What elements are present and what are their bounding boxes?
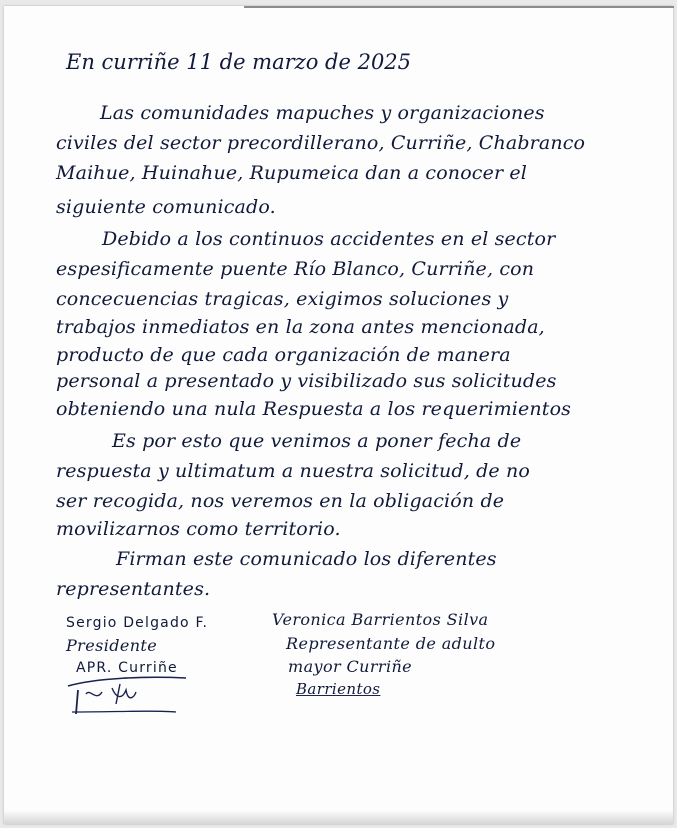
paragraph-3-line-2: respuesta y ultimatum a nuestra solicitud, de no xyxy=(56,460,530,482)
left-signer-org: APR. Curriñe xyxy=(76,660,178,676)
paragraph-3-line-3: ser recogida, nos veremos en la obligación de xyxy=(56,490,505,512)
letter-page xyxy=(4,6,673,824)
paragraph-3-line-4: movilizarnos como territorio. xyxy=(56,518,341,540)
paragraph-4-line-2: representantes. xyxy=(56,578,211,600)
paragraph-1-line-2: civiles del sector precordillerano, Curriñe, Chabranco xyxy=(56,132,586,154)
right-handwritten-signature: Barrientos xyxy=(296,680,381,698)
page-top-edge xyxy=(244,6,674,8)
left-signer-role: Presidente xyxy=(66,636,158,655)
right-signer-name: Veronica Barrientos Silva xyxy=(272,610,489,629)
paragraph-2-line-4: trabajos inmediatos en la zona antes mencionada, xyxy=(56,316,545,338)
paragraph-2-line-6: personal a presentado y visibilizado sus solicitudes xyxy=(56,370,557,392)
paragraph-3-line-1: Es por esto que venimos a poner fecha de xyxy=(112,430,522,452)
paragraph-1-line-3: Maihue, Huinahue, Rupumeica dan a conocer el xyxy=(56,162,528,184)
paragraph-2-line-1: Debido a los continuos accidentes en el sector xyxy=(102,228,556,250)
letter-date: En curriñe 11 de marzo de 2025 xyxy=(66,50,412,74)
paragraph-2-line-3: concecuencias tragicas, exigimos soluciones y xyxy=(56,288,509,310)
right-signer-role: Representante de adulto xyxy=(286,634,496,653)
paragraph-2-line-7: obteniendo una nula Respuesta a los requerimientos xyxy=(56,398,572,420)
right-signer-org: mayor Curriñe xyxy=(288,657,413,676)
paragraph-4-line-1: Firman este comunicado los diferentes xyxy=(116,548,497,570)
paragraph-2-line-5: producto de que cada organización de manera xyxy=(56,344,511,366)
paragraph-1-line-4: siguiente comunicado. xyxy=(56,196,276,218)
left-signer-name: Sergio Delgado F. xyxy=(66,615,209,631)
page-bottom-edge xyxy=(4,810,673,824)
paragraph-1-line-1: Las comunidades mapuches y organizaciones xyxy=(100,102,545,124)
paragraph-2-line-2: espesificamente puente Río Blanco, Curriñe, con xyxy=(56,258,535,280)
left-handwritten-signature xyxy=(56,668,206,718)
